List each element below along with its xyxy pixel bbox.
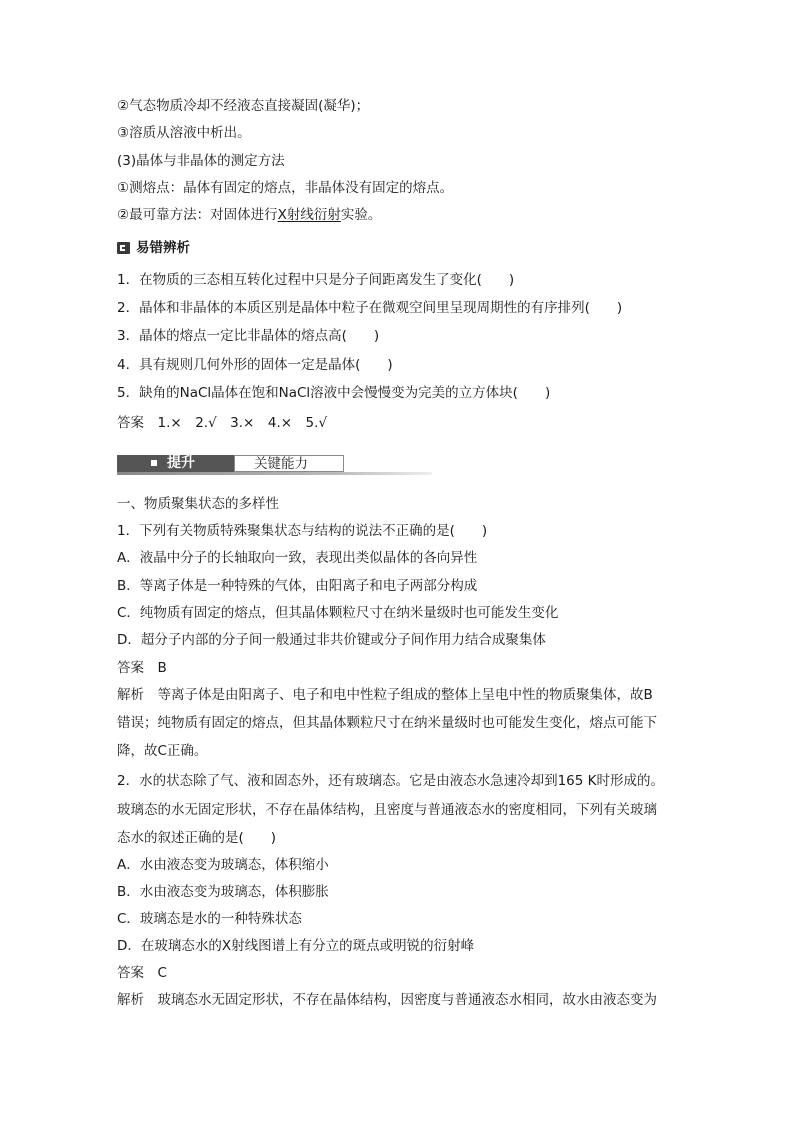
banner-light-label: 关键能力 (254, 456, 308, 472)
mistakes-answer: 答案 1.× 2.√ 3.× 4.× 5.√ (117, 415, 328, 431)
mistakes-section-icon (117, 242, 130, 254)
q2-option-c: C．玻璃态是水的一种特殊状态 (117, 911, 302, 927)
q1-option-d: D．超分子内部的分子间一般通过非共价键或分子间作用力结合成聚集体 (117, 632, 546, 648)
square-bullet-icon (151, 460, 157, 466)
q1-explanation-1: 解析 等离子体是由阳离子、电子和电中性粒子组成的整体上呈电中性的物质聚集体，故B (117, 687, 653, 703)
mistake-item-3: 3．晶体的熔点一定比非晶体的熔点高( ) (117, 328, 380, 344)
intro-line-5 (117, 206, 381, 224)
q1-option-b: B．等离子体是一种特殊的气体，由阳离子和电子两部分构成 (117, 578, 478, 594)
q2-stem-1: 2．水的状态除了气、液和固态外，还有玻璃态。它是由液态水急速冷却到165 K时形成的。 (117, 773, 664, 789)
intro-line-1: ②气态物质冷却不经液态直接凝固(凝华)； (117, 98, 370, 114)
intro-line-5-post: 实验。 (340, 207, 382, 223)
underlined-term: X射线衍射 (277, 207, 341, 223)
q2-answer: 答案 C (117, 965, 167, 981)
banner-dark-label: 提升 (167, 455, 195, 471)
q2-option-d: D．在玻璃态水的X射线图谱上有分立的斑点或明锐的衍射峰 (117, 938, 475, 954)
q1-option-a: A．液晶中分子的长轴取向一致，表现出类似晶体的各向异性 (117, 550, 478, 566)
q2-stem-2: 玻璃态的水无固定形状，不存在晶体结构，且密度与普通液态水的密度相同，下列有关玻璃 (117, 802, 657, 818)
intro-line-4: ①测熔点：晶体有固定的熔点，非晶体没有固定的熔点。 (117, 180, 454, 196)
banner-dark-tab (117, 455, 234, 472)
q2-option-a: A．水由液态变为玻璃态，体积缩小 (117, 857, 329, 873)
q1-option-c: C．纯物质有固定的熔点，但其晶体颗粒尺寸在纳米量级时也可能发生变化 (117, 605, 559, 621)
intro-line-5-pre: ②最可靠方法：对固体进行 (117, 207, 278, 223)
section-title: 一、物质聚集状态的多样性 (117, 496, 279, 512)
mistakes-heading: 易错辨析 (136, 240, 190, 256)
mistake-item-5: 5．缺角的NaCl晶体在饱和NaCl溶液中会慢慢变为完美的立方体块( ) (117, 385, 551, 401)
q2-explanation-1: 解析 玻璃态水无固定形状，不存在晶体结构，因密度与普通液态水相同，故水由液态变为 (117, 992, 657, 1008)
intro-line-2: ③溶质从溶液中析出。 (117, 125, 251, 141)
intro-line-3: (3)晶体与非晶体的测定方法 (117, 153, 285, 169)
banner-light-tab (234, 455, 344, 472)
q1-answer: 答案 B (117, 660, 167, 676)
mistake-item-4: 4．具有规则几何外形的固体一定是晶体( ) (117, 357, 393, 373)
mistake-item-1: 1．在物质的三态相互转化过程中只是分子间距离发生了变化( ) (117, 272, 515, 288)
q2-stem-3: 态水的叙述正确的是( ) (117, 830, 277, 846)
q1-explanation-2: 错误；纯物质有固定的熔点，但其晶体颗粒尺寸在纳米量级时也可能发生变化，熔点可能下 (117, 715, 657, 731)
mistake-item-2: 2．晶体和非晶体的本质区别是晶体中粒子在微观空间里呈现周期性的有序排列( ) (117, 300, 623, 316)
banner-underline (117, 472, 432, 475)
q2-option-b: B．水由液态变为玻璃态，体积膨胀 (117, 884, 329, 900)
q1-stem: 1．下列有关物质特殊聚集状态与结构的说法不正确的是( ) (117, 523, 488, 539)
section-banner (117, 453, 432, 475)
q1-explanation-3: 降，故C正确。 (117, 743, 208, 759)
